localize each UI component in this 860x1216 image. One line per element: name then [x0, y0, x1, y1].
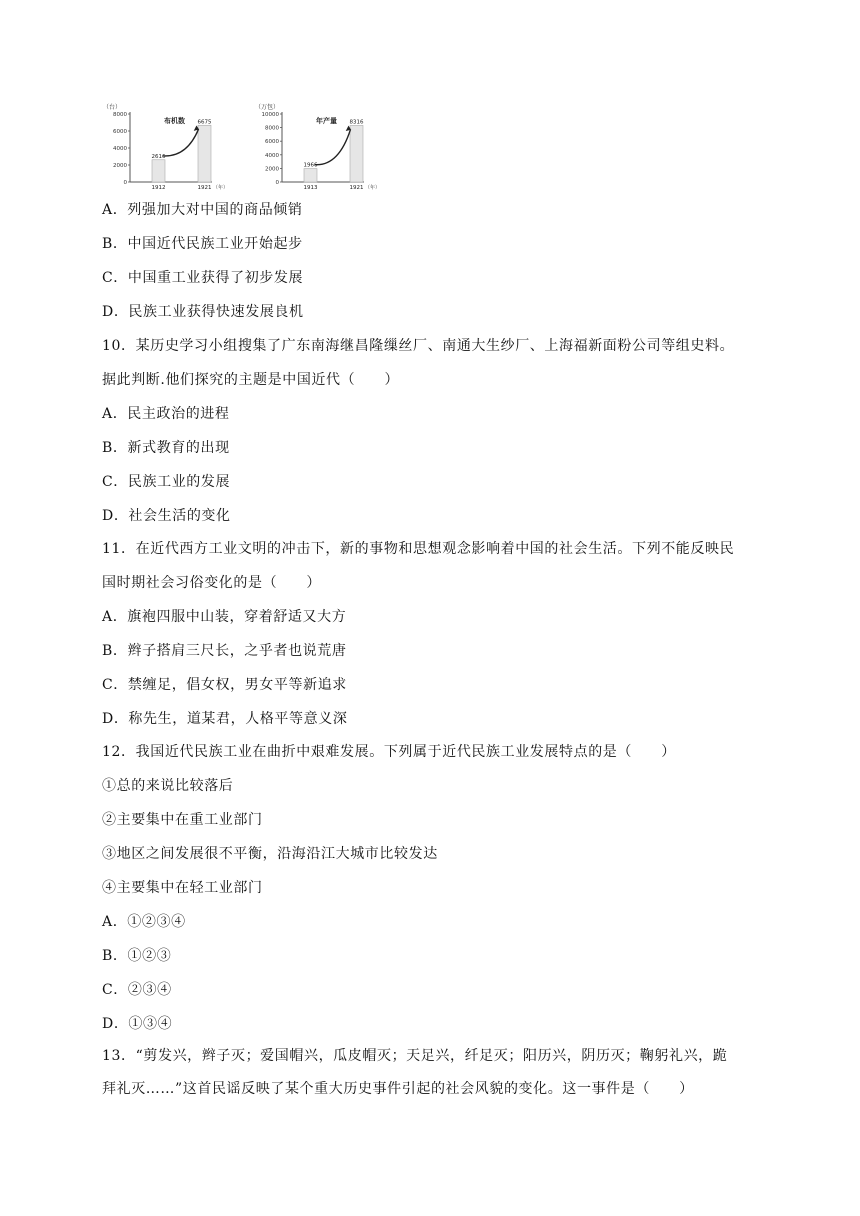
q12-stem-line-1: 12．我国近代民族工业在曲折中艰难发展。下列属于近代民族工业发展特点的是（ ）: [102, 744, 676, 760]
q9-option-a: A．列强加大对中国的商品倾销: [102, 202, 303, 218]
bar-value-label: 6675: [197, 119, 212, 126]
y-tick-label: 8000: [113, 112, 127, 118]
q9-option-b: B．中国近代民族工业开始起步: [102, 236, 303, 252]
q12-option-b: B．①②③: [102, 948, 172, 964]
y-tick-label: 2000: [113, 163, 127, 169]
annual-output-chart-svg: [252, 100, 381, 192]
y-tick-label: 8000: [265, 125, 279, 132]
loom-count-chart-svg: [100, 100, 229, 192]
y-tick-label: 2000: [265, 166, 279, 173]
q13-stem-line-1: 13．“剪发兴，辫子灭；爱国帽兴，瓜皮帽灭；天足兴，纤足灭；阳历兴，阴历灭；鞠躬礼兴，跪: [102, 1048, 728, 1064]
q12-option-d: D．①③④: [102, 1016, 173, 1032]
chart-unit-label: （台）: [103, 104, 122, 111]
chart-title: 布机数: [164, 117, 185, 125]
bar-1921: [198, 125, 211, 182]
bar-1921: [350, 125, 363, 182]
q10-option-b: B．新式教育的出现: [102, 440, 230, 456]
q12-statement-4: ④主要集中在轻工业部门: [102, 880, 263, 896]
bar-value-label: 8316: [349, 119, 364, 126]
y-tick-label: 0: [275, 180, 279, 186]
q10-stem-line-1: 10．某历史学习小组搜集了广东南海继昌隆缫丝厂、南通大生纱厂、上海福新面粉公司等组史料。: [102, 338, 735, 354]
x-axis-unit: （年）: [213, 185, 229, 191]
y-tick-label: 6000: [113, 129, 127, 135]
x-axis-unit: （年）: [365, 185, 381, 191]
q12-statement-2: ②主要集中在重工业部门: [102, 812, 263, 828]
q9-option-d: D．民族工业获得快速发展良机: [102, 304, 304, 320]
chart-title: 年产量: [316, 117, 337, 125]
y-tick-label: 0: [123, 180, 127, 186]
q12-statement-1: ①总的来说比较落后: [102, 778, 234, 794]
q12-statement-3: ③地区之间发展很不平衡，沿海沿江大城市比较发达: [102, 846, 438, 862]
x-tick-label: 1913: [303, 185, 318, 191]
bar-1913: [304, 169, 317, 182]
x-tick-label: 1921: [349, 185, 364, 191]
chart-unit-label: （万包）: [255, 104, 280, 111]
y-tick-label: 6000: [265, 139, 279, 146]
growth-arrow-line: [315, 129, 351, 164]
q12-option-a: A．①②③④: [102, 914, 186, 930]
q11-option-d: D．称先生，道某君，人格平等意义深: [102, 711, 348, 727]
y-tick-label: 10000: [261, 112, 279, 118]
q11-stem-line-2: 国时期社会习俗变化的是（ ）: [102, 575, 321, 591]
y-tick-label: 4000: [113, 146, 127, 152]
bar-value-label: 1966: [303, 162, 318, 169]
q10-stem-line-2: 据此判断.他们探究的主题是中国近代（ ）: [102, 372, 400, 388]
x-tick-label: 1912: [151, 185, 166, 191]
q11-stem-line-1: 11．在近代西方工业文明的冲击下，新的事物和思想观念影响着中国的社会生活。下列不能反映民: [102, 541, 735, 557]
q11-option-c: C．禁缠足，倡女权，男女平等新追求: [102, 677, 347, 693]
q9-option-c: C．中国重工业获得了初步发展: [102, 270, 304, 286]
bar-value-label: 2616: [151, 153, 166, 160]
q10-option-a: A．民主政治的进程: [102, 406, 230, 422]
q11-option-a: A．旗袍四服中山装，穿着舒适又大方: [102, 609, 347, 625]
y-tick-label: 4000: [265, 152, 279, 159]
x-tick-label: 1921: [197, 185, 212, 191]
q11-option-b: B．辫子搭肩三尺长，之乎者也说荒唐: [102, 643, 347, 659]
q10-option-d: D．社会生活的变化: [102, 508, 231, 524]
q12-option-c: C．②③④: [102, 982, 172, 998]
growth-arrow-line: [163, 129, 199, 156]
q13-stem-line-2: 拜礼灭……”这首民谣反映了某个重大历史事件引起的社会风貌的变化。这一事件是（ ）: [102, 1081, 694, 1097]
bar-1912: [152, 160, 165, 182]
chart-figure: [100, 100, 390, 192]
loom-count-chart: [100, 100, 229, 192]
q10-option-c: C．民族工业的发展: [102, 474, 231, 490]
annual-output-chart: [252, 100, 381, 192]
